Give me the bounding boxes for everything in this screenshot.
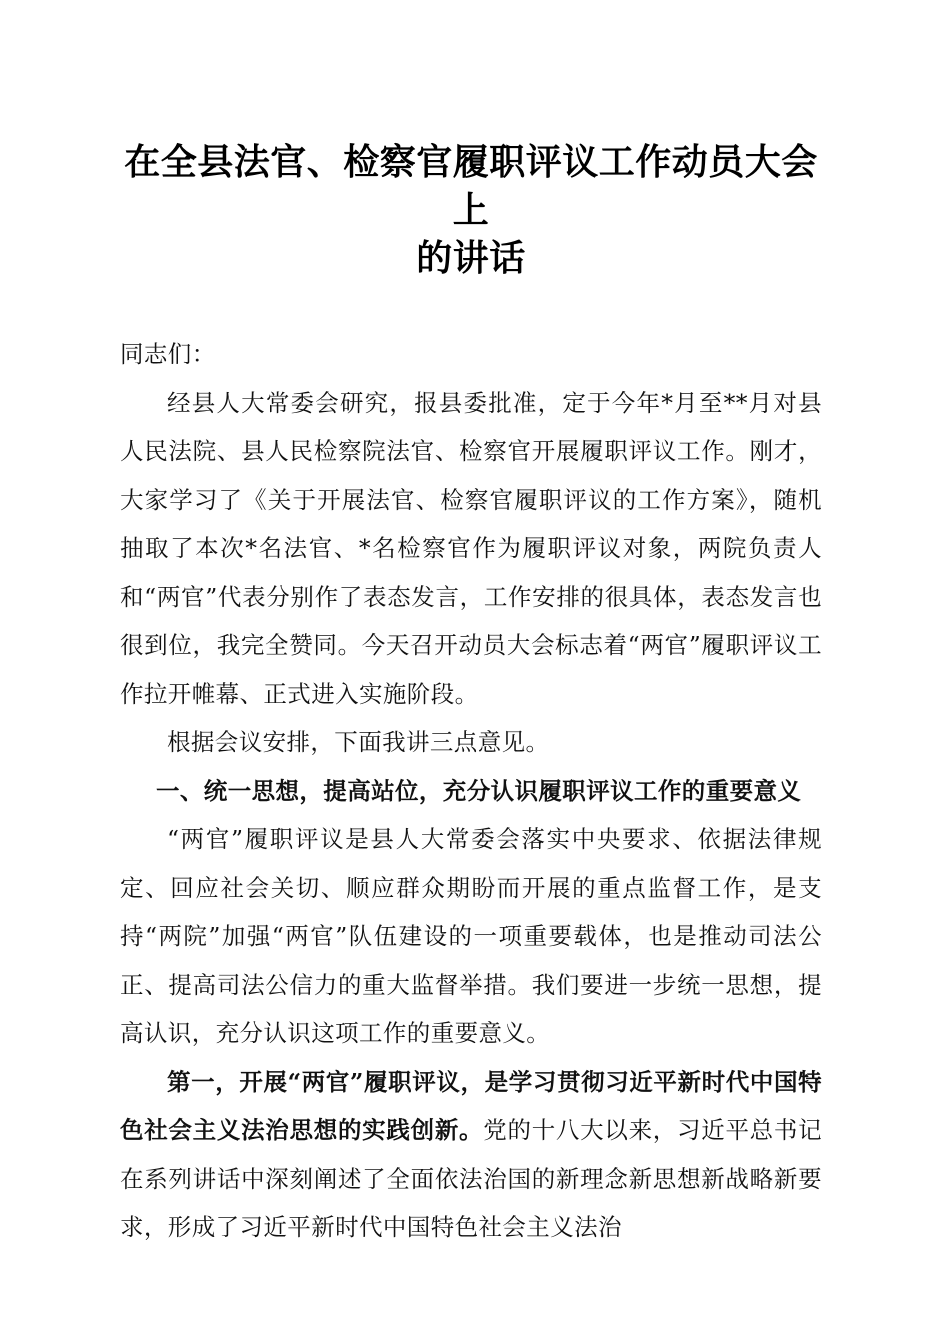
- paragraph-first-point: [120, 1058, 822, 1252]
- title-line-2: 的讲话: [416, 237, 526, 279]
- paragraph-agenda: 根据会议安排，下面我讲三点意见。: [167, 728, 550, 756]
- document-title: [120, 138, 822, 282]
- paragraph-intro: 经县人大常委会研究，报县委批准，定于今年*月至**月对县人民法院、县人民检察院法官、检察官开展履职评议工作。刚才，大家学习了《关于开展法官、检察官履职评议的工作方案》，随机抽取了本次*名法官、*名检察官作为履职评议对象，两院负责人和“两官”代表分别作了表态发言，工作安排的很具体，表态发言也很到位，我完全赞同。今天召开动员大会标志着“两官”履职评议工作拉开帷幕、正式进入实施阶段。: [120, 388, 822, 708]
- document-page: [120, 0, 822, 1344]
- first-point-lead: 第一，开展“两官”履职评议，是学习贯彻习近平新时代中国特色社会主义法治思想的实践创新。: [120, 1067, 822, 1144]
- paragraph-significance: “两官”履职评议是县人大常委会落实中央要求、依据法律规定、回应社会关切、顺应群众期盼而开展的重点监督工作，是支持“两院”加强“两官”队伍建设的一项重要载体，也是推动司法公正、提高司法公信力的重大监督举措。我们要进一步统一思想，提高认识，充分认识这项工作的重要意义。: [120, 825, 822, 1047]
- first-point-body: 党的十八大以来，习近平总书记在系列讲话中深刻阐述了全面依法治国的新理念新思想新战略新要求，形成了习近平新时代中国特色社会主义法治: [120, 1116, 822, 1241]
- section-heading-1: 一、统一思想，提高站位，充分认识履职评议工作的重要意义: [156, 776, 802, 805]
- salutation: 同志们：: [120, 340, 216, 368]
- title-line-1: 在全县法官、检察官履职评议工作动员大会上: [124, 141, 818, 231]
